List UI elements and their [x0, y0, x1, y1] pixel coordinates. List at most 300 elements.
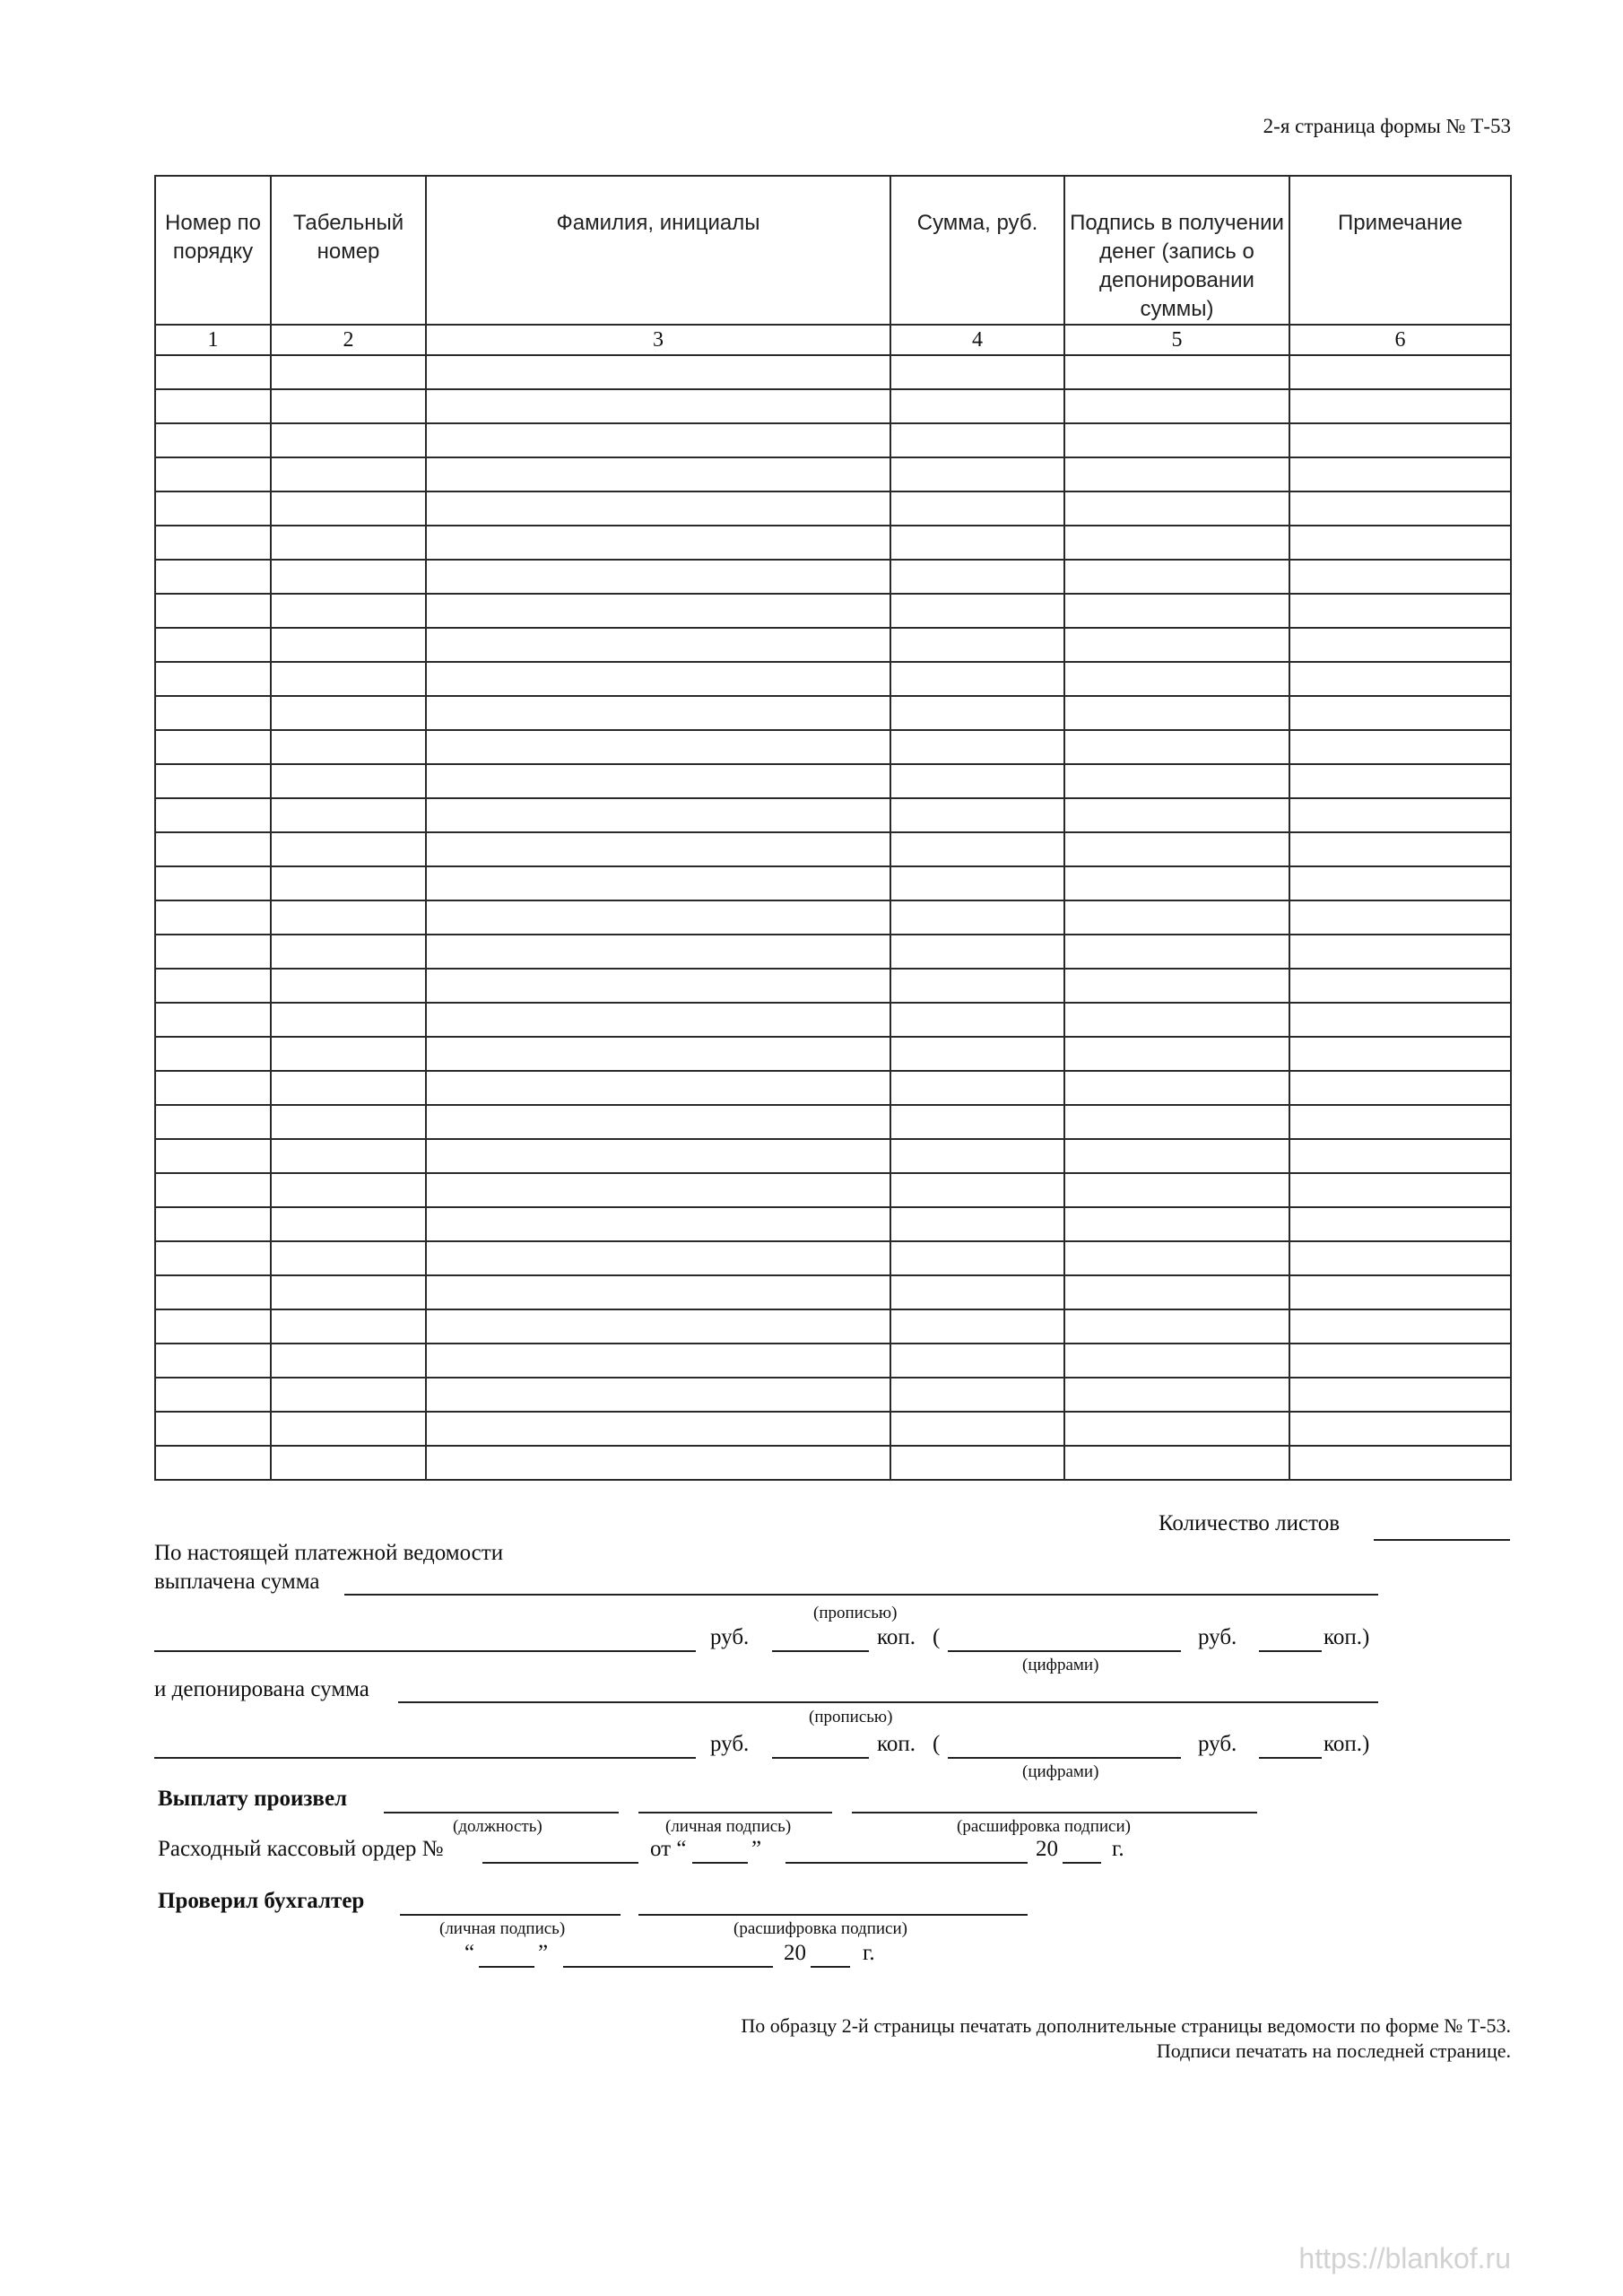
- checked-signature-caption: (личная подпись): [439, 1919, 566, 1938]
- table-cell[interactable]: [1064, 389, 1289, 423]
- table-cell[interactable]: [890, 662, 1064, 696]
- table-row: [155, 1173, 1511, 1207]
- table-row: [155, 969, 1511, 1003]
- checked-by-signature-field[interactable]: [400, 1914, 621, 1916]
- table-cell[interactable]: [426, 355, 890, 389]
- paid-label-line2: выплачена сумма: [154, 1570, 320, 1594]
- table-cell[interactable]: [890, 1412, 1064, 1446]
- table-cell[interactable]: [271, 798, 426, 832]
- table-cell[interactable]: [271, 730, 426, 764]
- table-cell[interactable]: [890, 594, 1064, 628]
- table-cell[interactable]: [1064, 1105, 1289, 1139]
- table-cell[interactable]: [426, 935, 890, 969]
- table-cell[interactable]: [1064, 1309, 1289, 1344]
- table-cell[interactable]: [426, 969, 890, 1003]
- table-cell[interactable]: [426, 1241, 890, 1275]
- deposited-in-digits-caption: (цифрами): [1022, 1762, 1099, 1781]
- column-header-signature: Подпись в получении денег (запись о депонировании суммы): [1064, 176, 1289, 325]
- table-cell[interactable]: [890, 730, 1064, 764]
- table-cell[interactable]: [890, 969, 1064, 1003]
- paid-rub2-label: руб.: [1198, 1625, 1237, 1649]
- table-row: [155, 1071, 1511, 1105]
- paid-rub-label: руб.: [710, 1625, 750, 1649]
- table-cell[interactable]: [1064, 832, 1289, 866]
- table-cell[interactable]: [890, 935, 1064, 969]
- table-cell[interactable]: [890, 1275, 1064, 1309]
- table-cell[interactable]: [426, 628, 890, 662]
- table-cell[interactable]: [890, 1344, 1064, 1378]
- column-number: 4: [890, 325, 1064, 355]
- table-row: [155, 1207, 1511, 1241]
- table-cell[interactable]: [1289, 1378, 1511, 1412]
- table-cell[interactable]: [1289, 1037, 1511, 1071]
- table-cell[interactable]: [155, 1275, 271, 1309]
- table-row: [155, 1139, 1511, 1173]
- table-cell[interactable]: [1064, 1344, 1289, 1378]
- table-cell[interactable]: [890, 1003, 1064, 1037]
- table-cell[interactable]: [890, 526, 1064, 560]
- table-cell[interactable]: [1289, 969, 1511, 1003]
- payment-made-signature-field[interactable]: [638, 1812, 832, 1813]
- checked-month-field[interactable]: [563, 1966, 773, 1968]
- table-cell[interactable]: [1064, 1071, 1289, 1105]
- table-cell[interactable]: [426, 1003, 890, 1037]
- table-cell[interactable]: [890, 491, 1064, 526]
- table-cell[interactable]: [1064, 560, 1289, 594]
- deposited-kop-field[interactable]: [772, 1757, 869, 1759]
- table-row: [155, 696, 1511, 730]
- table-cell[interactable]: [1289, 935, 1511, 969]
- table-row: [155, 389, 1511, 423]
- decoding-caption: (расшифровка подписи): [957, 1817, 1131, 1836]
- table-cell[interactable]: [426, 1275, 890, 1309]
- position-caption: (должность): [453, 1817, 542, 1836]
- table-cell[interactable]: [1064, 491, 1289, 526]
- checked-decoding-caption: (расшифровка подписи): [733, 1919, 907, 1938]
- table-cell[interactable]: [1289, 764, 1511, 798]
- column-header-row-number: Номер по порядку: [155, 176, 271, 325]
- table-cell[interactable]: [271, 1139, 426, 1173]
- table-cell[interactable]: [1289, 798, 1511, 832]
- table-cell[interactable]: [271, 628, 426, 662]
- table-cell[interactable]: [271, 1037, 426, 1071]
- table-cell[interactable]: [1064, 798, 1289, 832]
- table-cell[interactable]: [271, 1275, 426, 1309]
- table-row: [155, 798, 1511, 832]
- checked-year-suffix: г.: [863, 1941, 875, 1965]
- column-header-amount: Сумма, руб.: [890, 176, 1064, 325]
- table-row: [155, 457, 1511, 491]
- table-cell[interactable]: [155, 1309, 271, 1344]
- paid-open-paren: (: [933, 1625, 941, 1649]
- table-cell[interactable]: [1064, 969, 1289, 1003]
- table-cell[interactable]: [426, 594, 890, 628]
- deposited-open-paren: (: [933, 1732, 941, 1756]
- table-cell[interactable]: [426, 764, 890, 798]
- table-cell[interactable]: [155, 969, 271, 1003]
- table-cell[interactable]: [271, 1105, 426, 1139]
- table-cell[interactable]: [426, 900, 890, 935]
- table-cell[interactable]: [1064, 1003, 1289, 1037]
- table-cell[interactable]: [1289, 389, 1511, 423]
- table-row: [155, 423, 1511, 457]
- table-cell[interactable]: [890, 1241, 1064, 1275]
- table-cell[interactable]: [1064, 764, 1289, 798]
- table-cell[interactable]: [271, 1071, 426, 1105]
- table-cell[interactable]: [1289, 1139, 1511, 1173]
- table-cell[interactable]: [426, 560, 890, 594]
- deposited-kop-close-label: коп.): [1324, 1732, 1370, 1756]
- table-cell[interactable]: [1064, 1037, 1289, 1071]
- table-row: [155, 1037, 1511, 1071]
- paid-kop-field[interactable]: [772, 1650, 869, 1652]
- table-row: [155, 491, 1511, 526]
- page-header: 2-я страница формы № Т-53: [1263, 115, 1511, 137]
- table-cell[interactable]: [271, 423, 426, 457]
- table-cell[interactable]: [271, 832, 426, 866]
- table-cell[interactable]: [155, 1003, 271, 1037]
- checked-by-label: Проверил бухгалтер: [158, 1889, 365, 1913]
- deposited-rub-digits-field[interactable]: [948, 1757, 1181, 1759]
- table-cell[interactable]: [426, 798, 890, 832]
- table-cell[interactable]: [426, 1344, 890, 1378]
- table-cell[interactable]: [1289, 730, 1511, 764]
- table-cell[interactable]: [155, 457, 271, 491]
- table-row: [155, 594, 1511, 628]
- table-cell[interactable]: [155, 866, 271, 900]
- table-row: [155, 1241, 1511, 1275]
- table-cell[interactable]: [271, 1446, 426, 1480]
- table-body: [155, 355, 1511, 1480]
- table-cell[interactable]: [890, 764, 1064, 798]
- table-cell[interactable]: [271, 560, 426, 594]
- table-cell[interactable]: [155, 1139, 271, 1173]
- table-cell[interactable]: [155, 798, 271, 832]
- cash-order-year-prefix: 20: [1036, 1837, 1058, 1861]
- table-cell[interactable]: [271, 969, 426, 1003]
- column-number: 1: [155, 325, 271, 355]
- table-cell[interactable]: [426, 1378, 890, 1412]
- table-cell[interactable]: [890, 1378, 1064, 1412]
- table-row: [155, 1275, 1511, 1309]
- table-cell[interactable]: [1064, 1173, 1289, 1207]
- table-cell[interactable]: [155, 526, 271, 560]
- table-cell[interactable]: [155, 355, 271, 389]
- table-cell[interactable]: [155, 1446, 271, 1480]
- table-cell[interactable]: [890, 389, 1064, 423]
- footer-note-line1: По образцу 2-й страницы печатать дополнительные страницы ведомости по форме № Т-53.: [741, 2014, 1511, 2037]
- table-cell[interactable]: [426, 1207, 890, 1241]
- table-cell[interactable]: [426, 1037, 890, 1071]
- checked-quote-open: “: [464, 1941, 475, 1965]
- table-cell[interactable]: [890, 423, 1064, 457]
- checked-quote-close: ”: [538, 1941, 549, 1965]
- table-cell[interactable]: [890, 355, 1064, 389]
- table-cell[interactable]: [1064, 662, 1289, 696]
- table-row: [155, 832, 1511, 866]
- table-cell[interactable]: [271, 1241, 426, 1275]
- table-cell[interactable]: [271, 1003, 426, 1037]
- table-cell[interactable]: [271, 526, 426, 560]
- table-cell[interactable]: [271, 491, 426, 526]
- table-cell[interactable]: [890, 1446, 1064, 1480]
- paid-kop-digits-field[interactable]: [1259, 1650, 1322, 1652]
- table-cell[interactable]: [1064, 866, 1289, 900]
- table-cell[interactable]: [890, 696, 1064, 730]
- payroll-table: [154, 175, 1512, 1481]
- table-cell[interactable]: [155, 491, 271, 526]
- table-row: [155, 1446, 1511, 1480]
- table-cell[interactable]: [155, 594, 271, 628]
- table-row: [155, 560, 1511, 594]
- table-cell[interactable]: [1064, 628, 1289, 662]
- table-cell[interactable]: [426, 491, 890, 526]
- table-cell[interactable]: [155, 423, 271, 457]
- table-cell[interactable]: [1064, 1446, 1289, 1480]
- table-row: [155, 764, 1511, 798]
- paid-amount-words-field[interactable]: [344, 1594, 1378, 1596]
- table-cell[interactable]: [426, 832, 890, 866]
- table-cell[interactable]: [426, 1309, 890, 1344]
- table-cell[interactable]: [890, 1037, 1064, 1071]
- cash-order-year-field[interactable]: [1063, 1862, 1101, 1864]
- table-cell[interactable]: [426, 526, 890, 560]
- table-cell[interactable]: [1289, 1344, 1511, 1378]
- payment-made-label: Выплату произвел: [158, 1787, 348, 1811]
- table-row: [155, 1309, 1511, 1344]
- sheets-count-field[interactable]: [1374, 1539, 1510, 1541]
- paid-kop-close-label: коп.): [1324, 1625, 1370, 1649]
- table-cell[interactable]: [155, 628, 271, 662]
- table-cell[interactable]: [271, 1173, 426, 1207]
- table-cell[interactable]: [155, 662, 271, 696]
- table-cell[interactable]: [1289, 355, 1511, 389]
- table-cell[interactable]: [155, 1071, 271, 1105]
- deposited-kop-label: коп.: [877, 1732, 916, 1756]
- table-row: [155, 628, 1511, 662]
- table-cell[interactable]: [426, 662, 890, 696]
- table-cell[interactable]: [890, 832, 1064, 866]
- table-cell[interactable]: [1289, 696, 1511, 730]
- table-cell[interactable]: [1064, 526, 1289, 560]
- table-cell[interactable]: [271, 594, 426, 628]
- column-header-full-name: Фамилия, инициалы: [426, 176, 890, 325]
- cash-order-number-field[interactable]: [482, 1862, 638, 1864]
- deposited-amount-words-field-2[interactable]: [154, 1757, 696, 1759]
- table-cell[interactable]: [890, 1139, 1064, 1173]
- table-cell[interactable]: [890, 900, 1064, 935]
- table-cell[interactable]: [1289, 1241, 1511, 1275]
- table-cell[interactable]: [1289, 526, 1511, 560]
- table-cell[interactable]: [426, 1139, 890, 1173]
- deposited-kop-digits-field[interactable]: [1259, 1757, 1322, 1759]
- table-cell[interactable]: [155, 1037, 271, 1071]
- table-row: [155, 866, 1511, 900]
- column-number: 2: [271, 325, 426, 355]
- table-cell[interactable]: [1289, 1446, 1511, 1480]
- column-number: 6: [1289, 325, 1511, 355]
- table-cell[interactable]: [155, 730, 271, 764]
- paid-kop-label: коп.: [877, 1625, 916, 1649]
- table-cell[interactable]: [1289, 1275, 1511, 1309]
- deposited-rub-label: руб.: [710, 1732, 750, 1756]
- table-row: [155, 900, 1511, 935]
- table-cell[interactable]: [1289, 1412, 1511, 1446]
- table-cell[interactable]: [426, 423, 890, 457]
- table-cell[interactable]: [155, 1344, 271, 1378]
- table-cell[interactable]: [1064, 900, 1289, 935]
- table-cell[interactable]: [890, 560, 1064, 594]
- table-cell[interactable]: [271, 900, 426, 935]
- table-cell[interactable]: [1289, 1207, 1511, 1241]
- table-cell[interactable]: [426, 1412, 890, 1446]
- table-cell[interactable]: [1064, 730, 1289, 764]
- table-cell[interactable]: [1289, 457, 1511, 491]
- table-cell[interactable]: [155, 935, 271, 969]
- table-cell[interactable]: [426, 457, 890, 491]
- cash-order-from-label: от “: [650, 1837, 687, 1861]
- table-cell[interactable]: [271, 764, 426, 798]
- table-cell[interactable]: [1289, 1105, 1511, 1139]
- table-cell[interactable]: [155, 1207, 271, 1241]
- table-cell[interactable]: [890, 1309, 1064, 1344]
- table-cell[interactable]: [1289, 491, 1511, 526]
- paid-in-words-caption: (прописью): [813, 1604, 898, 1622]
- table-cell[interactable]: [155, 389, 271, 423]
- paid-rub-digits-field[interactable]: [948, 1650, 1181, 1652]
- table-row: [155, 730, 1511, 764]
- table-cell[interactable]: [155, 1105, 271, 1139]
- table-cell[interactable]: [271, 1378, 426, 1412]
- table-cell[interactable]: [1064, 1378, 1289, 1412]
- table-cell[interactable]: [890, 866, 1064, 900]
- table-row: [155, 1105, 1511, 1139]
- table-cell[interactable]: [1064, 935, 1289, 969]
- table-cell[interactable]: [271, 1344, 426, 1378]
- table-cell[interactable]: [426, 389, 890, 423]
- payment-made-decoding-field[interactable]: [852, 1812, 1257, 1813]
- table-cell[interactable]: [155, 764, 271, 798]
- table-cell[interactable]: [1064, 1207, 1289, 1241]
- table-cell[interactable]: [1064, 1241, 1289, 1275]
- cash-order-label: Расходный кассовый ордер №: [158, 1837, 444, 1861]
- column-number: 3: [426, 325, 890, 355]
- table-cell[interactable]: [271, 389, 426, 423]
- table-cell[interactable]: [426, 730, 890, 764]
- table-cell[interactable]: [155, 696, 271, 730]
- table-cell[interactable]: [155, 900, 271, 935]
- cash-order-month-field[interactable]: [785, 1862, 1028, 1864]
- table-cell[interactable]: [1064, 1275, 1289, 1309]
- table-cell[interactable]: [890, 628, 1064, 662]
- table-row: [155, 662, 1511, 696]
- table-cell[interactable]: [271, 457, 426, 491]
- table-cell[interactable]: [426, 866, 890, 900]
- table-cell[interactable]: [271, 935, 426, 969]
- table-cell[interactable]: [890, 1173, 1064, 1207]
- column-header-personnel-number: Табельный номер: [271, 176, 426, 325]
- checked-year-field[interactable]: [811, 1966, 850, 1968]
- table-cell[interactable]: [271, 696, 426, 730]
- cash-order-quote-close: ”: [751, 1837, 762, 1861]
- table-cell[interactable]: [155, 1241, 271, 1275]
- table-cell[interactable]: [1064, 457, 1289, 491]
- table-cell[interactable]: [1064, 1139, 1289, 1173]
- table-cell[interactable]: [426, 696, 890, 730]
- sheets-count-label: Количество листов: [1159, 1511, 1341, 1535]
- table-row: [155, 1378, 1511, 1412]
- column-header-note: Примечание: [1289, 176, 1511, 325]
- table-cell[interactable]: [1064, 594, 1289, 628]
- table-cell[interactable]: [271, 866, 426, 900]
- table-cell[interactable]: [426, 1173, 890, 1207]
- table-cell[interactable]: [1289, 900, 1511, 935]
- deposited-amount-words-field[interactable]: [398, 1701, 1378, 1703]
- table-cell[interactable]: [271, 1309, 426, 1344]
- signature-caption: (личная подпись): [665, 1817, 792, 1836]
- checked-by-decoding-field[interactable]: [638, 1914, 1028, 1916]
- table-cell[interactable]: [155, 1173, 271, 1207]
- footer-note-line2: Подписи печатать на последней странице.: [1156, 2039, 1511, 2062]
- table-cell[interactable]: [1289, 594, 1511, 628]
- table-cell[interactable]: [1289, 866, 1511, 900]
- table-cell[interactable]: [1064, 423, 1289, 457]
- table-cell[interactable]: [1289, 832, 1511, 866]
- table-cell[interactable]: [271, 1412, 426, 1446]
- table-cell[interactable]: [155, 832, 271, 866]
- table-cell[interactable]: [1289, 628, 1511, 662]
- paid-in-digits-caption: (цифрами): [1022, 1656, 1099, 1674]
- table-row: [155, 355, 1511, 389]
- table-cell[interactable]: [271, 662, 426, 696]
- table-cell[interactable]: [1289, 423, 1511, 457]
- table-cell[interactable]: [1064, 1412, 1289, 1446]
- deposited-rub2-label: руб.: [1198, 1732, 1237, 1756]
- table-cell[interactable]: [155, 560, 271, 594]
- cash-order-day-field[interactable]: [692, 1862, 748, 1864]
- table-cell[interactable]: [426, 1071, 890, 1105]
- checked-year-prefix: 20: [784, 1941, 806, 1965]
- table-cell[interactable]: [890, 457, 1064, 491]
- table-cell[interactable]: [890, 1071, 1064, 1105]
- table-cell[interactable]: [1289, 1173, 1511, 1207]
- table-cell[interactable]: [155, 1412, 271, 1446]
- table-cell[interactable]: [1064, 696, 1289, 730]
- table-row: [155, 935, 1511, 969]
- table-cell[interactable]: [1289, 560, 1511, 594]
- checked-day-field[interactable]: [479, 1966, 534, 1968]
- table-cell[interactable]: [1064, 355, 1289, 389]
- table-cell[interactable]: [1289, 662, 1511, 696]
- payment-made-position-field[interactable]: [384, 1812, 619, 1813]
- watermark: https://blankof.ru: [1298, 2242, 1511, 2274]
- table-cell[interactable]: [890, 1105, 1064, 1139]
- deposited-in-words-caption: (прописью): [809, 1708, 893, 1726]
- table-cell[interactable]: [1289, 1071, 1511, 1105]
- table-cell[interactable]: [890, 1207, 1064, 1241]
- table-cell[interactable]: [426, 1105, 890, 1139]
- cash-order-year-suffix: г.: [1112, 1837, 1124, 1861]
- table-cell[interactable]: [271, 1207, 426, 1241]
- table-cell[interactable]: [426, 1446, 890, 1480]
- table-cell[interactable]: [271, 355, 426, 389]
- table-row: [155, 1344, 1511, 1378]
- table-cell[interactable]: [155, 1378, 271, 1412]
- table-cell[interactable]: [890, 798, 1064, 832]
- table-cell[interactable]: [1289, 1309, 1511, 1344]
- table-cell[interactable]: [1289, 1003, 1511, 1037]
- paid-amount-words-field-2[interactable]: [154, 1650, 696, 1652]
